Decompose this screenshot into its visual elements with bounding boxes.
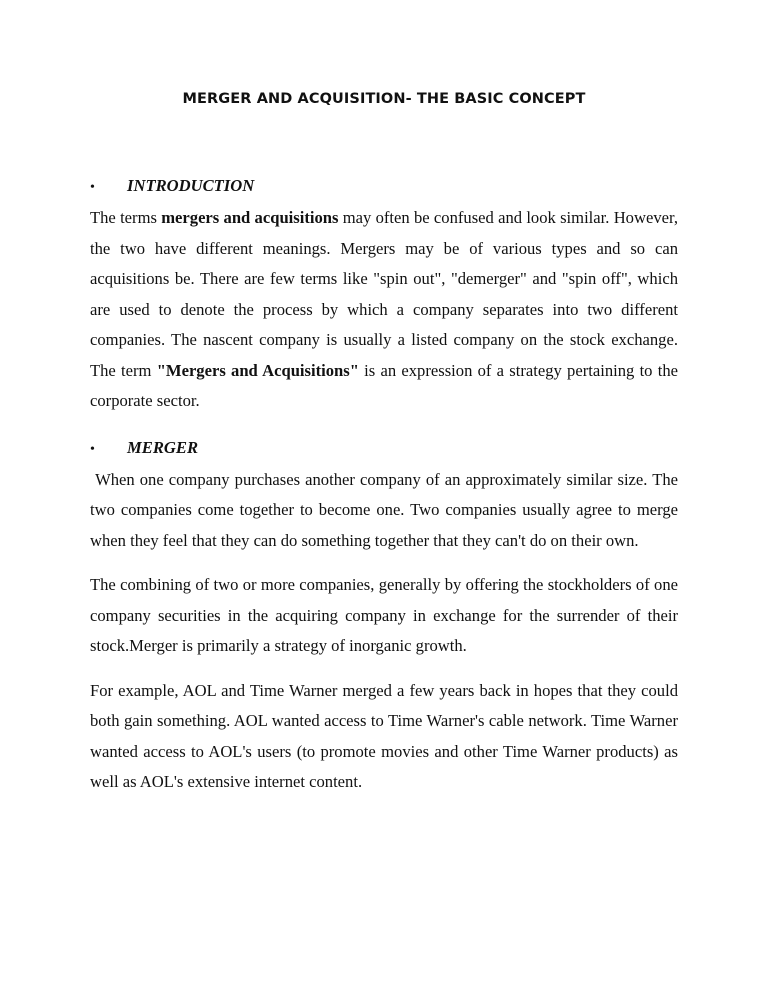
bullet-icon: • (90, 441, 95, 457)
merger-paragraph-1: When one company purchases another company of an approximately similar size. The two companies come together to become one. Two companies usually agree to merge when they feel that they can do something together that they can't do on their own. (90, 469, 683, 550)
merger-paragraph-3: For example, AOL and Time Warner merged a few years back in hopes that they could both gain something. AOL wanted access to Time Warner's cable network. Time Warner wanted access to AOL's users (to promote movies and other Time Warner products) as well as AOL's extensive internet content. (90, 680, 678, 791)
text-run: may often be confused and look similar. However, the two have different meanings. Mergers may be of various types and so can acquisitions be. There are few terms like "spin out", "demerger" and "spin off", which are used to denote the process by which a company separates into two different companies. The nascent company is usually a listed company on the stock exchange. The term (90, 208, 678, 380)
heading-label: INTRODUCTION (127, 176, 255, 195)
document-body (90, 171, 683, 812)
text-run: is an expression of a strategy pertaining to the corporate sector. (90, 360, 678, 410)
bullet-icon: • (90, 180, 95, 195)
section-heading-merger (90, 433, 678, 465)
heading-label: MERGER (127, 437, 199, 457)
section-heading-introduction (90, 171, 678, 203)
bold-term: mergers and acquisitions (161, 208, 339, 227)
bold-term: "Mergers and Acquisitions" (156, 360, 359, 380)
introduction-paragraph (90, 203, 678, 417)
page-title: MERGER AND ACQUISITION- THE BASIC CONCEPT (182, 91, 586, 107)
text-run: The terms (90, 208, 162, 227)
merger-paragraph-2: The combining of two or more companies, generally by offering the stockholders of one company securities in the acquiring company in exchange for the surrender of their stock.Merger is primarily a strategy of inorganic growth. (90, 575, 678, 655)
